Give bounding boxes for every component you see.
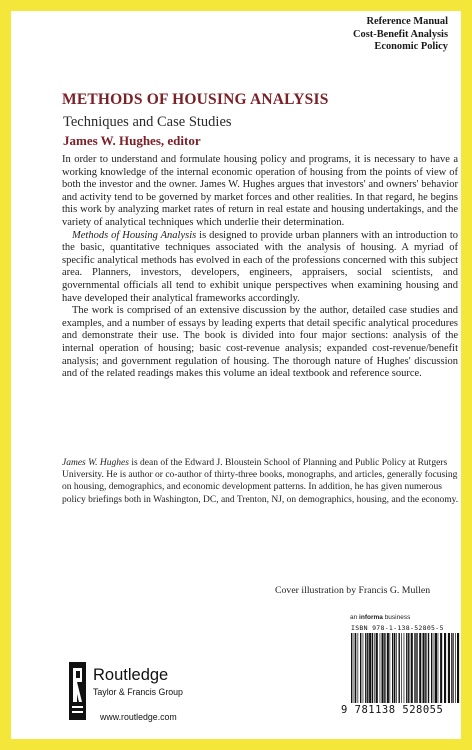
- barcode-bars-icon: [351, 633, 461, 703]
- barcode-digits: 9 781138 528055: [341, 704, 444, 716]
- book-editor: James W. Hughes, editor: [63, 133, 201, 148]
- informa-brand: informa: [359, 614, 383, 621]
- publisher-name: Routledge: [93, 666, 169, 684]
- blurb-paragraph: In order to understand and formulate housing policy and programs, it is necessary to have a working knowledge of the internal economic operation of housing from the points of view of both the investor and the owner. James W. Hughes argues that investors' and owners' behavior and activity tend to be governed by market forces and other realities. In that regard, he begins this work by analyzing market rates of return in real estate and housing undertakings, and the variety of analytical techniques which underlie their determination.: [62, 154, 458, 228]
- isbn-barcode: [341, 633, 461, 719]
- subject-item: Reference Manual: [366, 16, 448, 27]
- book-title: METHODS OF HOUSING ANALYSIS: [62, 91, 329, 108]
- book-subtitle: Techniques and Case Studies: [63, 114, 232, 130]
- blurb: [62, 154, 458, 381]
- isbn-text: ISBN 978-1-138-52805-5: [351, 624, 444, 632]
- blurb-paragraph: The work is comprised of an extensive discussion by the author, detailed case studies and examples, and a number of essays by leading experts that detail specific analytical procedures and demonstrate their use. The book is divided into four major sections: analysis of the internal operation of housing; basic cost-revenue analysis; expanded cost-revenue/benefit analysis; and government regulation of housing. The thorough nature of Hughes' discussion and of the related readings makes this volume an ideal textbook and reference source.: [62, 305, 458, 380]
- author-bio: [62, 457, 459, 506]
- publisher-group: Taylor & Francis Group: [93, 687, 183, 697]
- blurb-paragraph: [62, 230, 458, 306]
- publisher-website: www.routledge.com: [100, 712, 177, 722]
- cover-credit: Cover illustration by Francis G. Mullen: [275, 585, 431, 596]
- informa-prefix: an: [350, 614, 360, 621]
- blurb-paragraph-text: is designed to provide urban planners with an introduction to the basic, quantitative techniques associated with the analysis of housing. A myriad of specific analytical methods has evolved in each of the professions concerned with this subject area. Planners, investors, developers, engineers, appraisers, social scientists, and governmental officials all tend to exhibit unique perspectives when examining housing and have developed their analytical frameworks accordingly.: [62, 229, 458, 304]
- author-name: James W. Hughes: [62, 458, 129, 468]
- subject-item: Cost-Benefit Analysis: [353, 28, 448, 40]
- author-bio-text: is dean of the Edward J. Bloustein School of Planning and Public Policy at Rutgers University. He is author or co-author of thirty-three books, monographs, and articles, generally focusing on housing, demographics, and economic development patterns. In addition, he has given numerous policy briefings both in Washington, DC, and Trenton, NJ, on demographics, housing, and the economy.: [62, 458, 459, 505]
- informa-suffix: business: [382, 614, 411, 621]
- blurb-book-title: Methods of Housing Analysis: [72, 229, 197, 241]
- subject-item: Economic Policy: [374, 41, 448, 52]
- routledge-logo-icon: [69, 662, 86, 720]
- subject-categories: [353, 16, 448, 54]
- informa-business-line: [350, 614, 410, 621]
